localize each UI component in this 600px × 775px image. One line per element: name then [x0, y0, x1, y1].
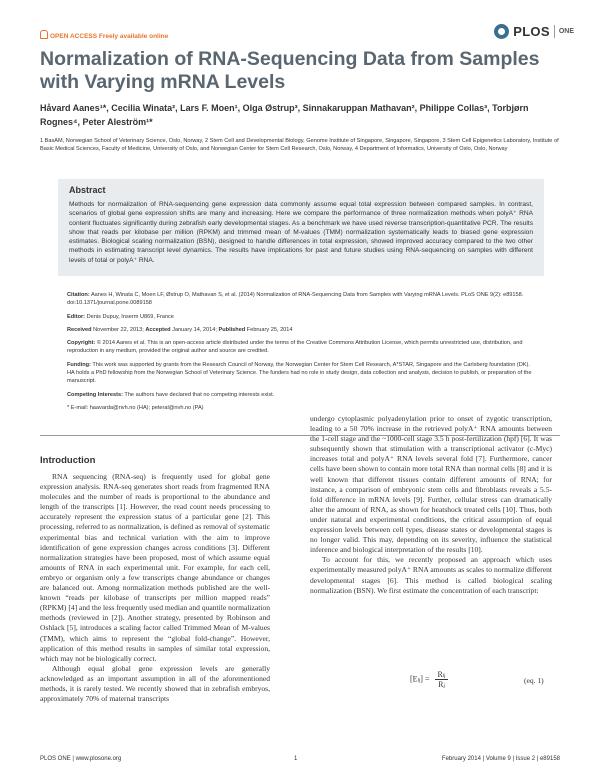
copyright-line — [67, 339, 537, 356]
plos-logo-icon — [494, 24, 509, 39]
abstract-box — [58, 179, 544, 276]
competing-label: Competing Interests: — [67, 391, 123, 398]
citation-label: Citation: — [67, 292, 90, 298]
competing-line — [67, 391, 537, 399]
received-date: November 22, 2013; — [93, 326, 144, 333]
copyright-text: © 2014 Aanes et al. This is an open-access article distributed under the terms of the Creative Commons Attribution License, which permits unrestricted use, distribution, and reproduction in any medium, provided the original author and source are credited. — [67, 340, 523, 355]
citation-text: Aanes H, Winata C, Moen LF, Østrup O, Mathavan S, et al. (2014) Normalization of RNA-Sequencing Data from Samples with Varying mRNA Levels. PLoS ONE 9(2): e89158. doi:10.1371/journal.pone.0089158 — [67, 292, 524, 307]
open-access-text: OPEN ACCESS Freely available online — [50, 33, 169, 40]
left-column — [40, 472, 270, 704]
author-list: Håvard Aanes¹*, Cecilia Winata², Lars F. Moen¹, Olga Østrup³, Sinnakaruppan Mathavan², Philippe Collas³, Torbjørn Rognes⁴, Peter Aleström¹* — [40, 103, 529, 127]
right-column — [310, 414, 552, 596]
intro-paragraph-2: Although equal global gene expression levels are generally acknowledged as an important assumption in all of the aforementioned methods, it is rarely tested. We recently showed that in zebrafish embryos, approximately 70% of maternal transcripts — [40, 663, 270, 704]
equation-1 — [410, 670, 448, 689]
logo-divider — [554, 25, 555, 38]
plos-logo-text: PLOS — [513, 23, 550, 39]
page-number: 1 — [294, 756, 298, 762]
footer-issue-info: February 2014 | Volume 9 | Issue 2 | e89158 — [441, 756, 560, 762]
article-metadata — [67, 291, 537, 417]
intro-paragraph-4: To account for this, we recently proposed an approach which uses experimentally measured polyA⁺ RNA amounts as scales to normalize different developmental stages [6]. This method is called biological scaling normalization (BSN). We first estimate the concentration of each transcript: — [310, 555, 552, 595]
open-lock-icon — [40, 30, 48, 39]
accepted-date: January 14, 2014; — [172, 326, 217, 333]
editor-line — [67, 313, 537, 321]
equation-lhs: [Eₗⱼ] = — [410, 674, 430, 684]
accepted-label: Accepted — [145, 326, 171, 333]
open-access-badge — [40, 30, 168, 40]
email-line[interactable]: * E-mail: haavarda@nvh.no (HA); peteral@nvh.no (PA) — [67, 404, 204, 411]
article-title: Normalization of RNA-Sequencing Data from Samples with Varying mRNA Levels — [40, 48, 540, 93]
published-date: February 25, 2014 — [246, 326, 293, 333]
competing-text: The authors have declared that no competing interests exist. — [124, 391, 275, 398]
affiliations: 1 BasAM, Norwegian School of Veterinary Science, Oslo, Norway, 2 Stem Cell and Developmental Biology, Genome Institute of Singapore, Singapore, Singapore, 3 Stem Cell Epigenetics Laboratory, Institute of Basic Medical Sciences, Faculty of Medicine, University of Oslo, and Norwegian Center for Stem Cell Research, Oslo, Norway, 4 Department of Informatics, University of Oslo, Oslo, Norway — [40, 138, 559, 153]
funding-label: Funding: — [67, 361, 91, 368]
intro-paragraph-3: undergo cytoplasmic polyadenylation prior to onset of zygotic transcription, leading to a 50 70% increase in the retrieved polyA⁺ RNA amounts between the 1-cell stage and the ~1000-cell stage 3.5 h post-fertilization (hpf) [6]. It was subsequently shown that stimulation with a transcriptional activator (c-Myc) increases total and polyA⁺ RNA levels several fold [7]. Furthermore, cancer cells have been shown to contain more total RNA than normal cells [8] and it is well known that different tissues contain different amounts of RNA; for instance, a comparison of embryonic stem cells and fibroblasts reveals a 5.5-fold difference in mRNA levels [9]. Further, cellular stress can dramatically alter the amount of RNA, as shown for heatshock treated cells [10]. Thus, both under natural and experimental conditions, the critical assumption of equal expression levels between cell types, disease states or developmental stages is no longer valid. This may, depending on its severity, influence the statistical inference and biological interpretation of the results [10]. — [310, 414, 552, 555]
intro-paragraph-1: RNA sequencing (RNA-seq) is frequently used for global gene expression analysis. RNA-seq generates short reads from fragmented RNA molecules and the number of reads is proportional to the abundance and length of the transcripts [1]. However, the read count needs processing to accurately represent the expression status of a particular gene [2]. This processing, referred to as normalization, is defined as removal of systematic experimental bias and technical variation with the aim to improve identification of gene expression changes across conditions [3]. Different normalization strategies have been proposed, most of which assume equal amounts of RNA in each experimental unit. For example, for each cell, embryo or organism only a few transcripts change abundance or changes are balanced out. Among normalization methods published are the well-known “reads per kilobase of transcripts per million mapped reads” (RPKM) [4] and the less frequently used median and quantile normalization methods (reviewed in [2]). Another strategy, presented by Robinson and Oshlack [5], introduces a scaling factor called Trimmed Mean of M-values (TMM), which aims to represent the “global fold-change”. However, application of this method results in samples of similar total expression, which may not be biologically correct. — [40, 472, 270, 663]
published-label: Published — [218, 326, 246, 333]
abstract-text: Methods for normalization of RNA-sequencing gene expression data commonly assume equal total expression between compared samples. In contrast, scenarios of global gene expression shifts are many and increasing. Here we compare the performance of three normalization methods when polyA⁺ RNA content fluctuates significantly during zebrafish early developmental stages. As a benchmark we have used reverse transcription-quantitative PCR. The results show that reads per kilobase per million (RPKM) and trimmed mean of M-values (TMM) normalization systematically leads to biased gene expression estimates. Biological scaling normalization (BSN), designed to handle differences in total expression, showed improved accuracy compared to the two other methods in estimating transcript level dynamics. The results have implications for past and future studies using RNA-sequencing on samples with different levels of total or polyA⁺ RNA. — [69, 201, 533, 264]
funding-text: This work was supported by grants from the Research Council of Norway, the Norwegian Center for Stem Cell Research, A*STAR, Singapore and the Carlsberg foundation (DK). HA holds a PhD fellowship from the Norwegian School of Veterinary Science. The funders had no role in study design, data collection and analysis, decision to publish, or preparation of the manuscript. — [67, 361, 532, 385]
footer-journal-link[interactable]: PLOS ONE | www.plosone.org — [40, 756, 122, 762]
equation-number: (eq. 1) — [524, 676, 544, 685]
equation-fraction — [435, 670, 447, 689]
introduction-heading: Introduction — [40, 455, 96, 466]
equation-numerator: Rₗⱼ — [437, 670, 446, 679]
plos-logo-journal: ONE — [558, 27, 574, 35]
funding-line — [67, 361, 537, 386]
citation-line — [67, 291, 537, 308]
editor-label: Editor: — [67, 313, 86, 320]
abstract-heading: Abstract — [69, 185, 106, 195]
received-label: Received — [67, 326, 92, 333]
dates-line — [67, 326, 537, 334]
plos-logo[interactable] — [494, 21, 574, 41]
copyright-label: Copyright: — [67, 340, 96, 347]
editor-text: Denis Dupuy, Inserm U869, France — [86, 313, 174, 320]
equation-denominator: Rⱼ — [438, 680, 445, 689]
